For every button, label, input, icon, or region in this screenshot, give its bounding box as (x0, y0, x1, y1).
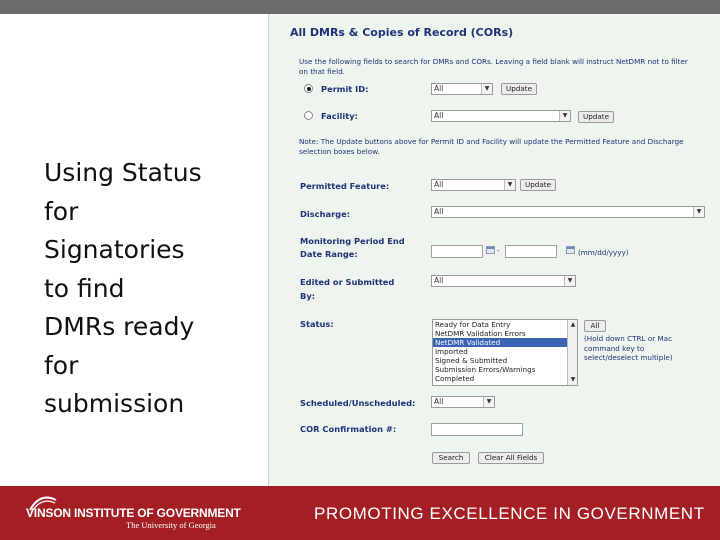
chevron-down-icon: ▼ (504, 180, 515, 190)
status-label: Status: (300, 319, 334, 329)
status-option[interactable]: Ready for Data Entry (435, 320, 511, 329)
permit-id-select[interactable] (431, 83, 493, 95)
chevron-down-icon: ▼ (559, 111, 570, 121)
slide-caption (44, 154, 254, 424)
chevron-down-icon: ▼ (564, 276, 575, 286)
status-scrollbar[interactable] (567, 320, 577, 385)
facility-radio[interactable] (304, 111, 313, 120)
logo-subtitle: The University of Georgia (126, 520, 216, 530)
edited-by-value: All (434, 276, 444, 285)
panel-title: All DMRs & Copies of Record (CORs) (290, 26, 514, 39)
scroll-down-icon[interactable]: ▼ (570, 376, 576, 383)
monitoring-period-label-2: Date Range: (300, 249, 358, 259)
cor-confirmation-label: COR Confirmation #: (300, 424, 397, 434)
logo-title: VINSON INSTITUTE OF GOVERNMENT (26, 506, 241, 520)
status-option[interactable]: Completed (435, 374, 475, 383)
discharge-select[interactable] (431, 206, 705, 218)
facility-value: All (434, 111, 444, 120)
status-option[interactable]: Imported (435, 347, 468, 356)
caption-line: for (44, 350, 79, 380)
caption-line: for (44, 196, 79, 226)
calendar-icon[interactable] (486, 246, 495, 254)
caption-line: submission (44, 389, 185, 418)
discharge-value: All (434, 207, 444, 216)
facility-update-button[interactable]: Update (578, 111, 614, 123)
period-start-input[interactable] (431, 245, 483, 258)
permit-id-value: All (434, 84, 444, 93)
status-option-selected[interactable]: NetDMR Validated (433, 338, 577, 347)
netdmr-search-panel (268, 14, 720, 486)
permit-id-update-button[interactable]: Update (501, 83, 537, 95)
status-option[interactable]: Signed & Submitted (435, 356, 508, 365)
date-range-separator: - (497, 246, 500, 255)
search-button[interactable]: Search (432, 452, 470, 464)
facility-select[interactable] (431, 110, 571, 122)
permitted-feature-select[interactable] (431, 179, 516, 191)
status-multiselect-hint: (Hold down CTRL or Mac command key to select/deselect multiple) (584, 334, 673, 362)
vinson-institute-logo (26, 494, 241, 534)
scheduled-value: All (434, 397, 444, 406)
status-listbox[interactable] (432, 319, 578, 386)
permitted-feature-value: All (434, 180, 444, 189)
permit-id-label: Permit ID: (321, 84, 369, 94)
period-end-input[interactable] (505, 245, 557, 258)
caption-line: Using Status (44, 158, 202, 187)
caption-line: to find (44, 273, 125, 303)
edited-by-select[interactable] (431, 275, 576, 287)
clear-all-fields-button[interactable]: Clear All Fields (478, 452, 544, 464)
permitted-feature-update-button[interactable]: Update (520, 179, 556, 191)
footer-tagline: PROMOTING EXCELLENCE IN GOVERNMENT (314, 504, 705, 523)
edited-by-label-2: By: (300, 291, 316, 301)
monitoring-period-label-1: Monitoring Period End (300, 236, 405, 246)
scheduled-select[interactable] (431, 396, 495, 408)
scheduled-label: Scheduled/Unscheduled: (300, 398, 416, 408)
cor-confirmation-input[interactable] (431, 423, 523, 436)
update-note: Note: The Update buttons above for Permit ID and Facility will update the Permitted Feature and Discharge selection boxes below. (299, 137, 684, 156)
chevron-down-icon: ▼ (693, 207, 704, 217)
facility-label: Facility: (321, 111, 358, 121)
status-option[interactable]: Submission Errors/Warnings (435, 365, 536, 374)
date-format-hint: (mm/dd/yyyy) (578, 248, 629, 257)
chevron-down-icon: ▼ (483, 397, 494, 407)
search-instructions: Use the following fields to search for DMRs and CORs. Leaving a field blank will instruct NetDMR not to filter on that field. (299, 57, 688, 76)
discharge-label: Discharge: (300, 209, 351, 219)
top-bar (0, 0, 720, 14)
status-all-button[interactable]: All (584, 320, 606, 332)
calendar-icon[interactable] (566, 246, 575, 254)
caption-line: DMRs ready (44, 312, 195, 341)
caption-line: Signatories (44, 235, 185, 264)
permit-id-radio[interactable] (304, 84, 313, 93)
edited-by-label-1: Edited or Submitted (300, 277, 395, 287)
status-option[interactable]: NetDMR Validation Errors (435, 329, 526, 338)
scroll-up-icon[interactable]: ▲ (570, 321, 576, 328)
chevron-down-icon: ▼ (481, 84, 492, 94)
permitted-feature-label: Permitted Feature: (300, 181, 390, 191)
